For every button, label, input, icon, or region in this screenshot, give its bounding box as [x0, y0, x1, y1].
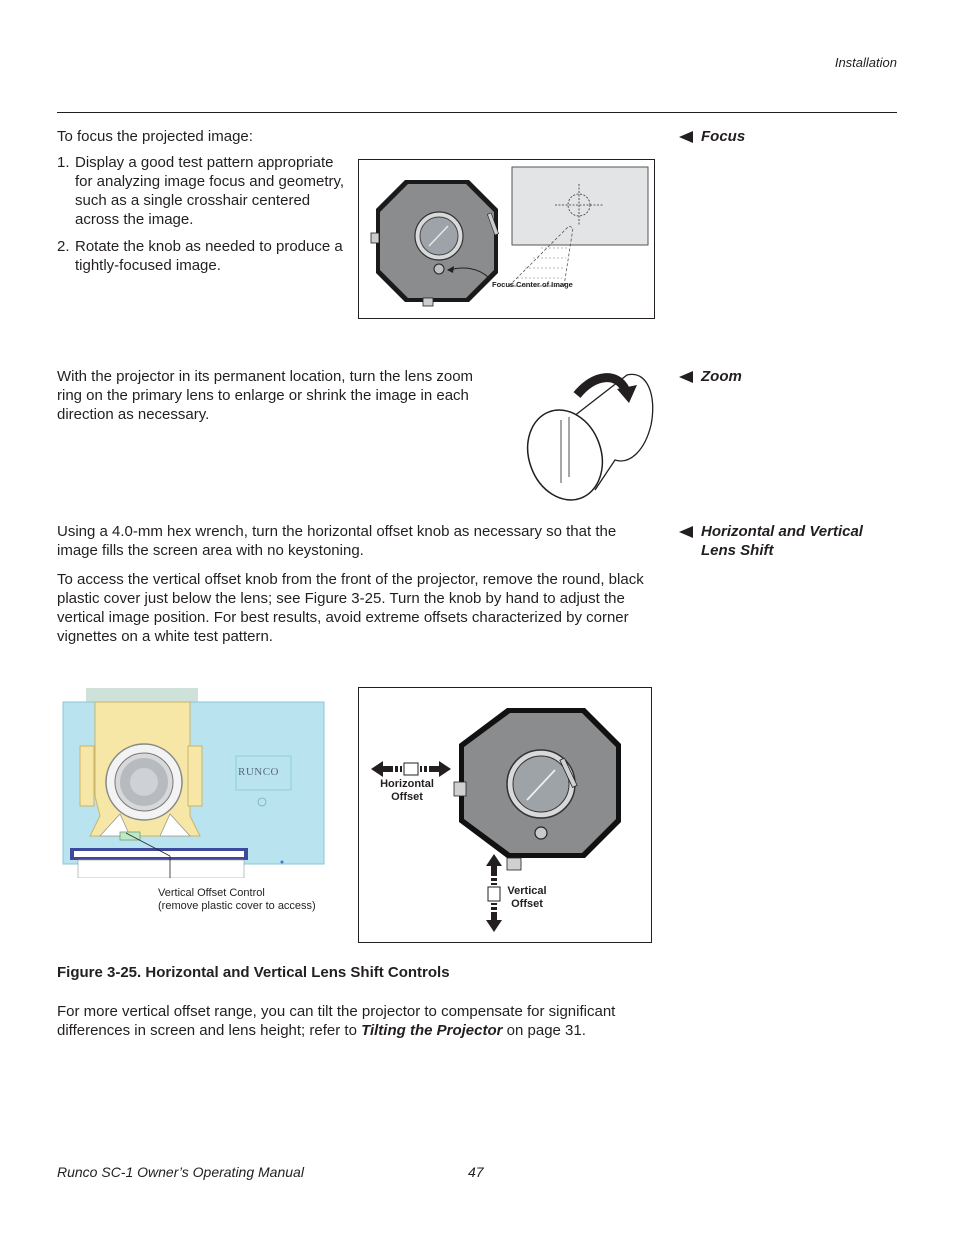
focus-diagram	[359, 160, 654, 318]
focus-step-1: 1. Display a good test pattern appropriate for analyzing image focus and geometry, such as a single crosshair centered across the image.	[57, 154, 345, 228]
lens-shift-para-1: Using a 4.0-mm hex wrench, turn the horizontal offset knob as necessary so that the image fills the screen area with no keystoning.	[57, 523, 617, 559]
section-arrow-icon	[679, 526, 693, 538]
header-rule	[57, 112, 897, 113]
figure-caption: Figure 3-25. Horizontal and Vertical Lens Shift Controls	[57, 964, 450, 981]
runco-logo: RUNCO	[238, 766, 280, 778]
zoom-heading: Zoom	[679, 367, 899, 386]
horizontal-offset-label: Horizontal Offset	[380, 778, 434, 803]
lens-shift-figure	[358, 687, 652, 943]
vertical-offset-label: Vertical Offset	[507, 885, 547, 910]
focus-step-2: 2. Rotate the knob as needed to produce a tightly-focused image.	[57, 238, 343, 274]
focus-figure	[358, 159, 655, 319]
section-arrow-icon	[679, 371, 693, 383]
lens-shift-heading: Horizontal and Vertical Lens Shift	[679, 522, 899, 560]
lens-shift-para-2: To access the vertical offset knob from the front of the projector, remove the round, black plastic cover just below the lens; see Figure 3-25. Turn the knob by hand to adjust the vertical image position. For best results, avoid extreme offsets characterized by corner vignettes on a white test pattern.	[57, 571, 644, 645]
closing-paragraph: For more vertical offset range, you can tilt the projector to compensate for significant differences in screen and lens height; refer to Tilting the Projector on page 31.	[57, 1003, 616, 1039]
vertical-offset-callout: Vertical Offset Control (remove plastic cover to access)	[158, 887, 316, 912]
running-head: Installation	[834, 55, 897, 70]
focus-center-label: Focus Center of Image	[492, 280, 573, 289]
projector-front-illustration	[60, 686, 328, 878]
page-number: 47	[468, 1164, 484, 1180]
focus-heading: Focus	[679, 127, 899, 146]
zoom-ring-diagram	[525, 365, 660, 505]
zoom-text: With the projector in its permanent location, turn the lens zoom ring on the primary lens to enlarge or shrink the image in each direction as necessary.	[57, 368, 474, 423]
focus-intro: To focus the projected image:	[57, 128, 253, 145]
focus-steps	[57, 153, 349, 283]
tilting-projector-link[interactable]: Tilting the Projector	[361, 1022, 503, 1039]
section-arrow-icon	[679, 131, 693, 143]
footer-title: Runco SC-1 Owner’s Operating Manual	[57, 1164, 304, 1180]
